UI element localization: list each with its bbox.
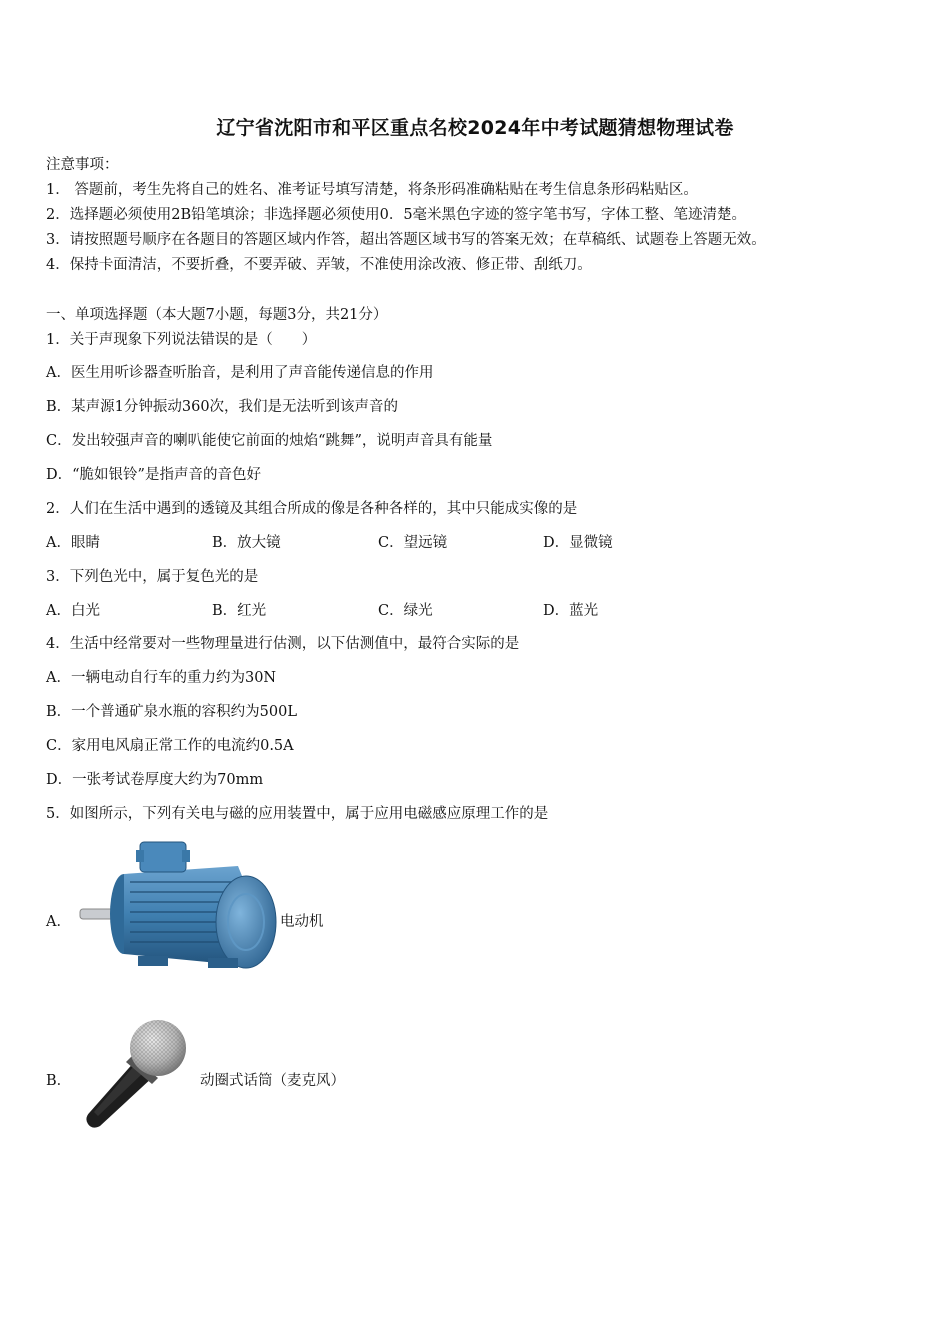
section-heading: 一、单项选择题（本大题7小题，每题3分，共21分） <box>46 307 388 323</box>
question-1-option-a: A．医生用听诊器查听胎音，是利用了声音能传递信息的作用 <box>46 365 434 381</box>
question-5-stem: 5．如图所示，下列有关电与磁的应用装置中，属于应用电磁感应原理工作的是 <box>46 806 549 822</box>
question-5-option-a-letter: A． <box>46 914 71 930</box>
question-4-option-c: C．家用电风扇正常工作的电流约0.5A <box>46 738 294 754</box>
question-4-option-d: D．一张考试卷厚度大约为70mm <box>46 772 264 788</box>
notice-item: 2．选择题必须使用2B铅笔填涂；非选择题必须使用0．5毫米黑色字迹的签字笔书写，字体工整、笔迹清楚。 <box>46 207 747 223</box>
page-title: 辽宁省沈阳市和平区重点名校2024年中考试题猜想物理试卷 <box>216 117 734 139</box>
question-1-option-c: C．发出较强声音的喇叭能使它前面的烛焰“跳舞”，说明声音具有能量 <box>46 433 493 449</box>
question-1-option-d: D．“脆如银铃”是指声音的音色好 <box>46 467 261 483</box>
notice-item: 3．请按照题号顺序在各题目的答题区域内作答，超出答题区域书写的答案无效；在草稿纸、试题卷上答题无效。 <box>46 232 766 248</box>
notice-item: 1． 答题前，考生先将自己的姓名、准考证号填写清楚，将条形码准确粘贴在考生信息条形码粘贴区。 <box>46 182 698 198</box>
question-2-stem: 2．人们在生活中遇到的透镜及其组合所成的像是各种各样的，其中只能成实像的是 <box>46 501 578 517</box>
question-5-option-a-caption: 电动机 <box>280 914 324 930</box>
notice-item: 4．保持卡面清洁，不要折叠，不要弄破、弄皱，不准使用涂改液、修正带、刮纸刀。 <box>46 257 592 273</box>
question-3-option-b: B．红光 <box>212 603 267 619</box>
question-3-option-a: A．白光 <box>46 603 100 619</box>
microphone-image <box>78 1016 190 1130</box>
question-1-option-b: B．某声源1分钟振动360次，我们是无法听到该声音的 <box>46 399 399 415</box>
question-3-option-c: C．绿光 <box>378 603 433 619</box>
question-2-option-b: B．放大镜 <box>212 535 281 551</box>
electric-motor-image <box>78 836 283 978</box>
question-3-option-d: D．蓝光 <box>543 603 599 619</box>
question-2-option-d: D．显微镜 <box>543 535 613 551</box>
question-4-stem: 4．生活中经常要对一些物理量进行估测，以下估测值中，最符合实际的是 <box>46 636 520 652</box>
question-2-option-c: C．望远镜 <box>378 535 448 551</box>
question-5-option-b-letter: B． <box>46 1073 72 1089</box>
question-4-option-b: B．一个普通矿泉水瓶的容积约为500L <box>46 704 297 720</box>
question-3-stem: 3．下列色光中，属于复色光的是 <box>46 569 259 585</box>
question-2-option-a: A．眼睛 <box>46 535 100 551</box>
question-1-stem: 1．关于声现象下列说法错误的是（ ） <box>46 332 317 348</box>
question-5-option-b-caption: 动圈式话筒（麦克风） <box>200 1073 345 1089</box>
question-4-option-a: A．一辆电动自行车的重力约为30N <box>46 670 277 686</box>
notice-heading: 注意事项： <box>46 157 119 173</box>
